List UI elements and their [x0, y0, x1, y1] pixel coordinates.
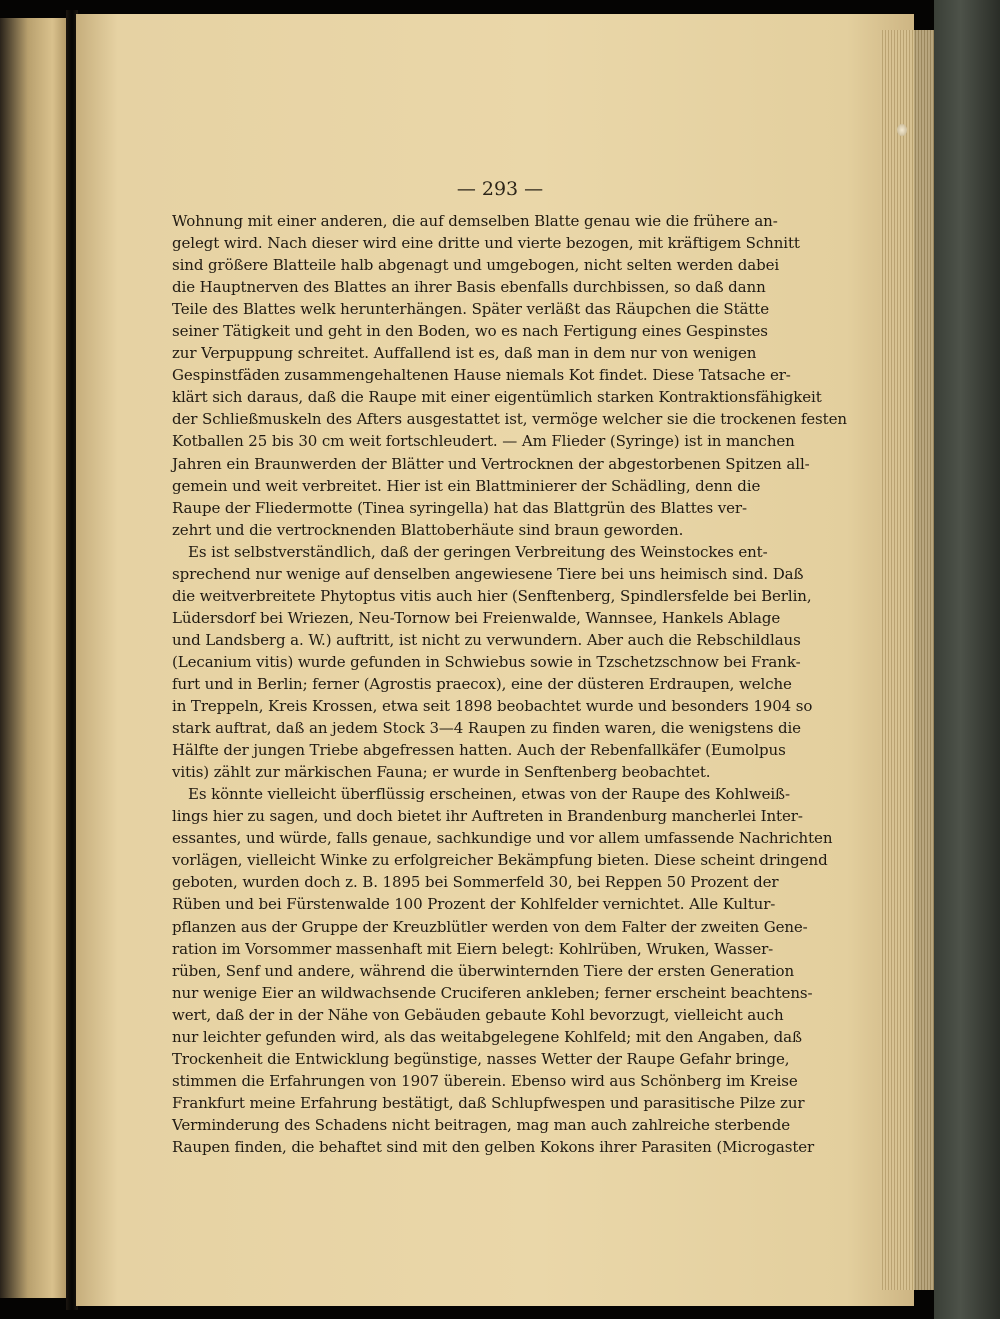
text-line: essantes, und würde, falls genaue, sachkundige und vor allem umfassende Nachrichten: [172, 829, 833, 848]
text-line: sind größere Blatteile halb abgenagt und umgebogen, nicht selten werden dabei: [172, 256, 780, 275]
text-line: Lüdersdorf bei Wriezen, Neu-Tornow bei Freienwalde, Wannsee, Hankels Ablage: [172, 608, 781, 627]
text-line: lings hier zu sagen, und doch bietet ihr Auftreten in Brandenburg mancherlei Inter-: [172, 807, 803, 826]
text-line: der Schließmuskeln des Afters ausgestattet ist, vermöge welcher sie die trockenen festen: [172, 410, 847, 429]
text-line: in Treppeln, Kreis Krossen, etwa seit 1898 beobachtet wurde und besonders 1904 so: [172, 697, 813, 716]
text-line: zur Verpuppung schreitet. Auffallend ist es, daß man in dem nur von wenigen: [172, 344, 757, 363]
text-line: Rüben und bei Fürstenwalde 100 Prozent der Kohlfelder vernichtet. Alle Kultur-: [172, 895, 776, 914]
left-page-edge: [0, 18, 70, 1298]
text-line: Hälfte der jungen Triebe abgefressen hatten. Auch der Rebenfallkäfer (Eumolpus: [172, 741, 786, 760]
text-line: Es könnte vielleicht überflüssig erscheinen, etwas von der Raupe des Kohlweiß-: [188, 785, 790, 804]
body-text: [172, 210, 847, 1158]
text-line: furt und in Berlin; ferner (Agrostis praecox), eine der düsteren Erdraupen, welche: [172, 674, 792, 693]
text-line: stark auftrat, daß an jedem Stock 3—4 Raupen zu finden waren, die wenigstens die: [172, 719, 801, 738]
text-line: nur wenige Eier an wildwachsende Cruciferen ankleben; ferner erscheint beachtens-: [172, 983, 813, 1002]
text-line: nur leichter gefunden wird, als das weitabgelegene Kohlfeld; mit den Angaben, daß: [172, 1027, 802, 1046]
text-line: vorlägen, vielleicht Winke zu erfolgreicher Bekämpfung bieten. Diese scheint dringend: [172, 851, 828, 870]
text-line: seiner Tätigkeit und geht in den Boden, wo es nach Fertigung eines Gespinstes: [172, 322, 768, 341]
text-line: Frankfurt meine Erfahrung bestätigt, daß Schlupfwespen und parasitische Pilze zur: [172, 1093, 805, 1112]
text-line: stimmen die Erfahrungen von 1907 überein. Ebenso wird aus Schönberg im Kreise: [172, 1071, 798, 1090]
text-line: Es ist selbstverständlich, daß der geringen Verbreitung des Weinstockes ent-: [188, 542, 768, 561]
text-line: rüben, Senf und andere, während die überwinternden Tiere der ersten Generation: [172, 961, 795, 980]
paper-spot: [897, 124, 907, 136]
text-line: klärt sich daraus, daß die Raupe mit einer eigentümlich starken Kontraktionsfähigkeit: [172, 388, 822, 407]
text-line: Teile des Blattes welk herunterhängen. Später verläßt das Räupchen die Stätte: [172, 300, 769, 319]
text-line: vitis) zählt zur märkischen Fauna; er wurde in Senftenberg beobachtet.: [172, 763, 711, 782]
text-line: geboten, wurden doch z. B. 1895 bei Sommerfeld 30, bei Reppen 50 Prozent der: [172, 873, 779, 892]
text-line: Verminderung des Schadens nicht beitragen, mag man auch zahlreiche sterbende: [172, 1115, 790, 1134]
text-line: gelegt wird. Nach dieser wird eine dritte und vierte bezogen, mit kräftigem Schnitt: [172, 234, 800, 253]
text-line: Raupe der Fliedermotte (Tinea syringella) hat das Blattgrün des Blattes ver-: [172, 498, 747, 517]
text-line: Raupen finden, die behaftet sind mit den gelben Kokons ihrer Parasiten (Microgaster: [172, 1137, 815, 1156]
text-line: die weitverbreitete Phytoptus vitis auch hier (Senftenberg, Spindlersfelde bei Berlin,: [172, 586, 812, 605]
text-line: wert, daß der in der Nähe von Gebäuden gebaute Kohl bevorzugt, vielleicht auch: [172, 1005, 784, 1024]
text-line: und Landsberg a. W.) auftritt, ist nicht zu verwundern. Aber auch die Rebschildlaus: [172, 630, 801, 649]
text-line: sprechend nur wenige auf denselben angewiesene Tiere bei uns heimisch sind. Daß: [172, 564, 804, 583]
text-line: die Hauptnerven des Blattes an ihrer Basis ebenfalls durchbissen, so daß dann: [172, 278, 766, 297]
text-line: Trockenheit die Entwicklung begünstige, nasses Wetter der Raupe Gefahr bringe,: [172, 1049, 790, 1068]
text-line: Jahren ein Braunwerden der Blätter und Vertrocknen der abgestorbenen Spitzen all-: [172, 454, 810, 473]
text-line: ration im Vorsommer massenhaft mit Eiern belegt: Kohlrüben, Wruken, Wasser-: [172, 939, 774, 958]
text-line: gemein und weit verbreitet. Hier ist ein Blattminierer der Schädling, denn die: [172, 476, 761, 495]
page-number: — 293 —: [456, 178, 544, 200]
page-edges: [880, 30, 936, 1290]
text-line: Kotballen 25 bis 30 cm weit fortschleudert. — Am Flieder (Syringe) ist in manchen: [172, 432, 795, 451]
text-line: Gespinstfäden zusammengehaltenen Hause niemals Kot findet. Diese Tatsache er-: [172, 366, 791, 385]
text-line: pflanzen aus der Gruppe der Kreuzblütler werden von dem Falter der zweiten Gene-: [172, 917, 808, 936]
text-line: (Lecanium vitis) wurde gefunden in Schwiebus sowie in Tzschetzschnow bei Frank-: [172, 652, 801, 671]
text-line: zehrt und die vertrocknenden Blattoberhäute sind braun geworden.: [172, 520, 684, 539]
text-line: Wohnung mit einer anderen, die auf demselben Blatte genau wie die frühere an-: [172, 212, 778, 230]
